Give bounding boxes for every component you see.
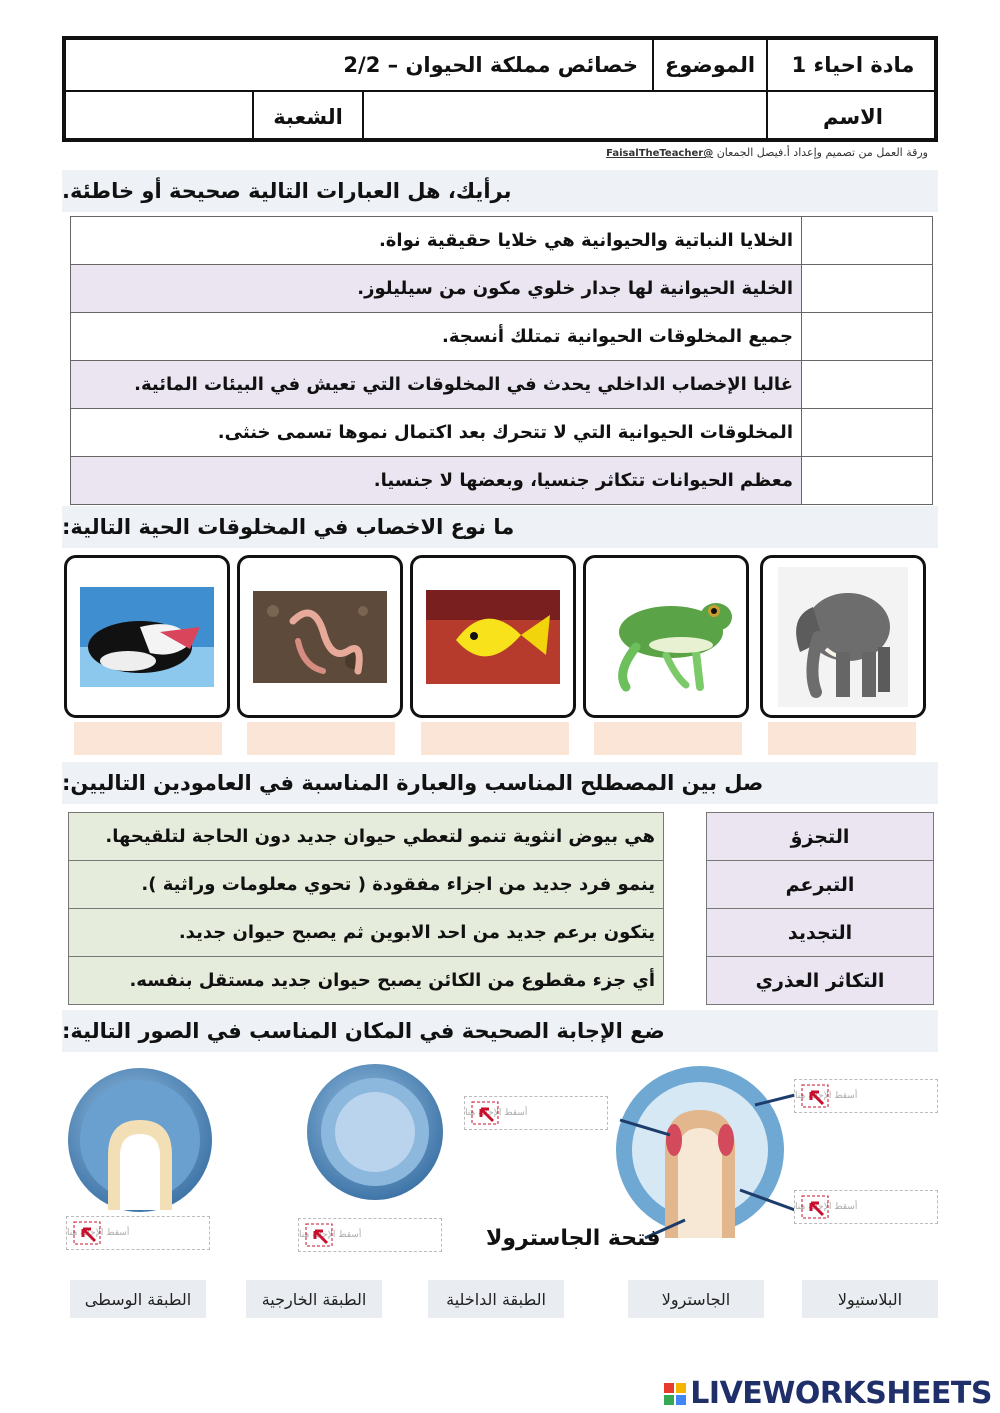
drop-zone[interactable]: أسقط الإجابة هنا [794, 1190, 938, 1224]
tf-answer-box[interactable] [801, 313, 932, 360]
tf-row [71, 409, 932, 457]
tf-row [71, 313, 932, 361]
fish-card [410, 555, 576, 718]
true-false-table [70, 216, 933, 505]
gastrula-detail-drawing [616, 1066, 795, 1238]
credit-handle: @FaisalTheTeacher [606, 148, 714, 159]
fertilization-title: ما نوع الاخصاب في المخلوقات الحية التالية: [62, 506, 938, 548]
option-gastrula[interactable]: الجاسترولا [628, 1280, 764, 1318]
cursor-icon [801, 1195, 831, 1221]
section-label: الشعبة [273, 105, 343, 129]
elephant-image [778, 567, 908, 707]
section-field[interactable] [66, 92, 252, 142]
worksheet-header [62, 36, 938, 142]
definition-item[interactable]: ينمو فرد جديد من اجزاء مفقودة ( تحوي معلومات وراثية ). [69, 861, 663, 909]
worm-image [253, 591, 387, 683]
cursor-icon [471, 1101, 501, 1127]
tf-statement: الخلايا النباتية والحيوانية هي خلايا حقيقية نواة. [378, 230, 793, 251]
tf-row [71, 361, 932, 409]
elephant-card [760, 555, 926, 718]
name-field[interactable] [364, 92, 766, 142]
option-endoderm[interactable]: الطبقة الداخلية [428, 1280, 564, 1318]
tf-statement: غالبا الإخصاب الداخلي يحدث في المخلوقات التي تعيش في البيئات المائية. [71, 361, 801, 408]
definition-item[interactable]: هي بيوض انثوية تنمو لتعطي حيوان جديد دون الحاجة لتلقيحها. [69, 813, 663, 861]
drop-zone[interactable]: أسقط الإجابة هنا [794, 1079, 938, 1113]
gastrula-opening-label: فتحة الجاسترولا [486, 1226, 661, 1251]
fish-image [426, 590, 560, 684]
definition-item[interactable]: أي جزء مقطوع من الكائن يصبح حيوان جديد مستقل بنفسه. [69, 957, 663, 1004]
frog-card [583, 555, 749, 718]
tf-answer-box[interactable] [801, 217, 932, 264]
logo-icon [664, 1383, 686, 1405]
term-item[interactable]: التجديد [707, 909, 933, 957]
topic-value: خصائص مملكة الحيوان – 2/2 [343, 53, 638, 77]
tf-answer-box[interactable] [801, 457, 932, 504]
tf-row [71, 265, 932, 313]
subject-label: مادة احياء 1 [791, 53, 915, 77]
gastrula-cutaway-left [68, 1068, 212, 1212]
definitions-column [68, 812, 664, 1005]
tf-row [71, 217, 932, 265]
worm-answer-box[interactable] [247, 722, 395, 755]
tf-statement: المخلوقات الحيوانية التي لا تتحرك بعد اكتمال نموها تسمى خنثى. [217, 422, 793, 443]
orca-card [64, 555, 230, 718]
term-item[interactable]: التجزؤ [707, 813, 933, 861]
option-mesoderm[interactable]: الطبقة الوسطى [70, 1280, 206, 1318]
tf-statement: جميع المخلوقات الحيوانية تمتلك أنسجة. [442, 326, 793, 347]
tf-answer-box[interactable] [801, 265, 932, 312]
term-item[interactable]: التكاثر العذري [707, 957, 933, 1004]
elephant-answer-box[interactable] [768, 722, 916, 755]
drop-zone[interactable]: أسقط الإجابة هنا [298, 1218, 442, 1252]
tf-row [71, 457, 932, 504]
drop-zone[interactable]: أسقط الإجابة هنا [464, 1096, 608, 1130]
cursor-icon [801, 1084, 831, 1110]
orca-answer-box[interactable] [74, 722, 222, 755]
credit-line [606, 146, 928, 159]
frog-answer-box[interactable] [594, 722, 742, 755]
topic-label: الموضوع [664, 53, 756, 77]
tf-statement: معظم الحيوانات تتكاثر جنسيا، وبعضها لا جنسيا. [71, 457, 801, 504]
cursor-icon [73, 1221, 103, 1247]
term-item[interactable]: التبرعم [707, 861, 933, 909]
blastula-drawing [307, 1064, 443, 1200]
true-false-title: برأيك، هل العبارات التالية صحيحة أو خاطئة. [62, 170, 938, 212]
fish-answer-box[interactable] [421, 722, 569, 755]
option-ectoderm[interactable]: الطبقة الخارجية [246, 1280, 382, 1318]
tf-statement: الخلية الحيوانية لها جدار خلوي مكون من سيليلوز. [71, 265, 801, 312]
liveworksheets-logo [664, 1376, 992, 1411]
cursor-icon [305, 1223, 335, 1249]
tf-answer-box[interactable] [801, 361, 932, 408]
worm-card [237, 555, 403, 718]
option-blastula[interactable]: البلاستيولا [802, 1280, 938, 1318]
credit-text: ورقة العمل من تصميم وإعداد أ.فيصل الجمعان [716, 146, 928, 159]
orca-image [80, 587, 214, 687]
name-label: الاسم [823, 105, 883, 129]
diagram-title: ضع الإجابة الصحيحة في المكان المناسب في الصور التالية: [62, 1010, 938, 1052]
definition-item[interactable]: يتكون برعم جديد من احد الابوين ثم يصبح حيوان جديد. [69, 909, 663, 957]
terms-column [706, 812, 934, 1005]
matching-title: صل بين المصطلح المناسب والعبارة المناسبة في العامودين التاليين: [62, 762, 938, 804]
drop-zone[interactable]: أسقط الإجابة هنا [66, 1216, 210, 1250]
tf-answer-box[interactable] [801, 409, 932, 456]
brand-text: LIVEWORKSHEETS [690, 1376, 992, 1411]
frog-image [596, 577, 736, 697]
